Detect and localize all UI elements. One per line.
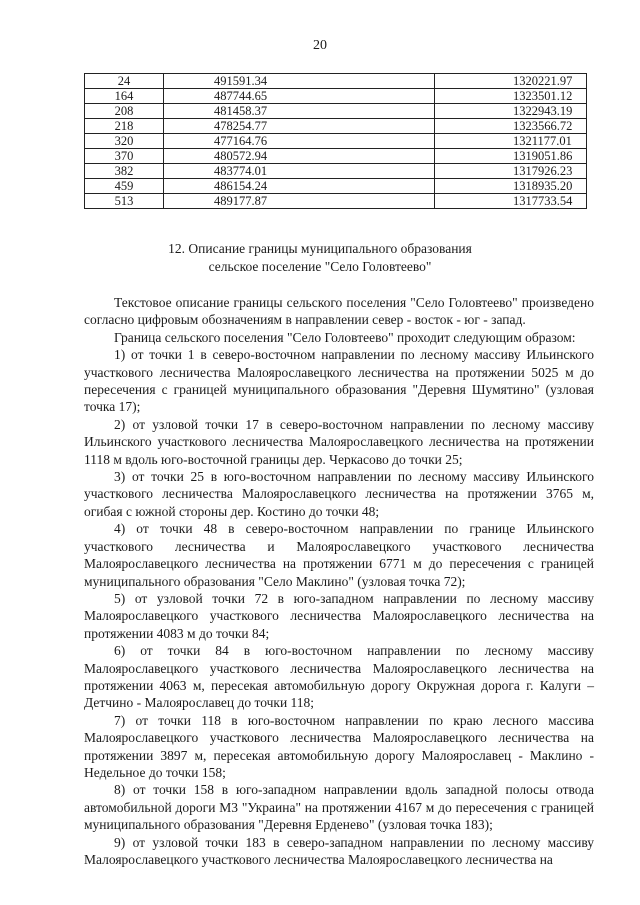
point-number-cell: 208 (85, 104, 164, 119)
point-number-cell: 382 (85, 164, 164, 179)
x-coordinate-cell: 491591.34 (164, 74, 435, 89)
paragraph: 3) от точки 25 в юго-восточном направлении по лесному массиву Ильинского участкового лесничества Малоярославецкого лесничества на протяжении 3765 м, огибая с южной стороны дер. Костино до точки 48; (84, 469, 594, 519)
y-coordinate-cell: 1319051.86 (435, 149, 587, 164)
paragraph: 8) от точки 158 в юго-западном направлении вдоль западной полосы отвода автомобильной дороги М3 "Украина" на протяжении 4167 м до пересечения с границей муниципального образования "Деревня Ерденево" (узловая точка 183); (84, 782, 594, 833)
point-number-cell: 459 (85, 179, 164, 194)
table-row (85, 89, 587, 104)
point-number-cell: 164 (85, 89, 164, 104)
table-row (85, 149, 587, 164)
point-number-cell: 320 (85, 134, 164, 149)
x-coordinate-cell: 477164.76 (164, 134, 435, 149)
table-row (85, 164, 587, 179)
paragraph: 4) от точки 48 в северо-восточном направлении по границе Ильинского участкового лесничества и Малоярославецкого участкового лесничества Малоярославецкого лесничества на протяжении 6771 м до пересечения с границей муниципального образования "Село Маклино" (узловая точка 72); (84, 521, 594, 589)
point-number-cell: 370 (85, 149, 164, 164)
x-coordinate-cell: 478254.77 (164, 119, 435, 134)
x-coordinate-cell: 480572.94 (164, 149, 435, 164)
section-heading (0, 240, 640, 276)
boundary-description (84, 294, 594, 868)
paragraph: 2) от узловой точки 17 в северо-восточном направлении по лесному массиву Ильинского участкового лесничества Малоярославецкого лесничества на протяжении 1118 м вдоль юго-восточной границы дер. Черкасово до точки 25; (84, 416, 594, 467)
paragraph: Граница сельского поселения "Село Головтеево" проходит следующим образом: (114, 329, 576, 345)
section-heading-line-2: сельское поселение "Село Головтеево" (208, 259, 432, 274)
section-heading-line-1: 12. Описание границы муниципального образования (168, 241, 472, 256)
table-row (85, 134, 587, 149)
y-coordinate-cell: 1317926.23 (435, 164, 587, 179)
y-coordinate-cell: 1322943.19 (435, 104, 587, 119)
table-row (85, 194, 587, 209)
table-row (85, 119, 587, 134)
table-row (85, 74, 587, 89)
point-number-cell: 513 (85, 194, 164, 209)
coordinates-table (84, 73, 587, 209)
x-coordinate-cell: 481458.37 (164, 104, 435, 119)
x-coordinate-cell: 487744.65 (164, 89, 435, 104)
x-coordinate-cell: 486154.24 (164, 179, 435, 194)
paragraph: Текстовое описание границы сельского поселения "Село Головтеево" произведено согласно цифровым обозначениям в направлении север - восток - юг - запад. (84, 295, 594, 328)
page-number: 20 (313, 38, 327, 53)
paragraph: 9) от узловой точки 183 в северо-западном направлении по лесному массиву Малоярославецкого участкового лесничества Малоярославецкого лесничества на (84, 834, 594, 867)
x-coordinate-cell: 489177.87 (164, 194, 435, 209)
table-row (85, 104, 587, 119)
point-number-cell: 218 (85, 119, 164, 134)
paragraph: 5) от узловой точки 72 в юго-западном направлении по лесному массиву Малоярославецкого участкового лесничества Малоярославецкого лесничества на протяжении 4083 м до точки 84; (84, 590, 594, 641)
paragraph: 1) от точки 1 в северо-восточном направлении по лесному массиву Ильинского участкового лесничества Малоярославецкого лесничества на протяжении 5025 м до пересечения с границей муниципального образования "Деревня Шумятино" (узловая точка 17); (84, 347, 594, 415)
y-coordinate-cell: 1318935.20 (435, 179, 587, 194)
y-coordinate-cell: 1317733.54 (435, 194, 587, 209)
table-row (85, 179, 587, 194)
point-number-cell: 24 (85, 74, 164, 89)
paragraph: 6) от точки 84 в юго-восточном направлении по лесному массиву Малоярославецкого участкового лесничества Малоярославецкого лесничества на протяжении 4063 м, пересекая автомобильную дорогу Окружная дорога г. Калуги – Детчино - Малоярославец до точки 118; (84, 643, 594, 711)
y-coordinate-cell: 1323566.72 (435, 119, 587, 134)
paragraph: 7) от точки 118 в юго-восточном направлении по краю лесного массива Малоярославецкого участкового лесничества Малоярославецкого лесничества на протяжении 3897 м, пересекая автомобильную дорогу Малоярославец - Маклино - Недельное до точки 158; (84, 712, 594, 780)
y-coordinate-cell: 1321177.01 (435, 134, 587, 149)
x-coordinate-cell: 483774.01 (164, 164, 435, 179)
y-coordinate-cell: 1323501.12 (435, 89, 587, 104)
y-coordinate-cell: 1320221.97 (435, 74, 587, 89)
